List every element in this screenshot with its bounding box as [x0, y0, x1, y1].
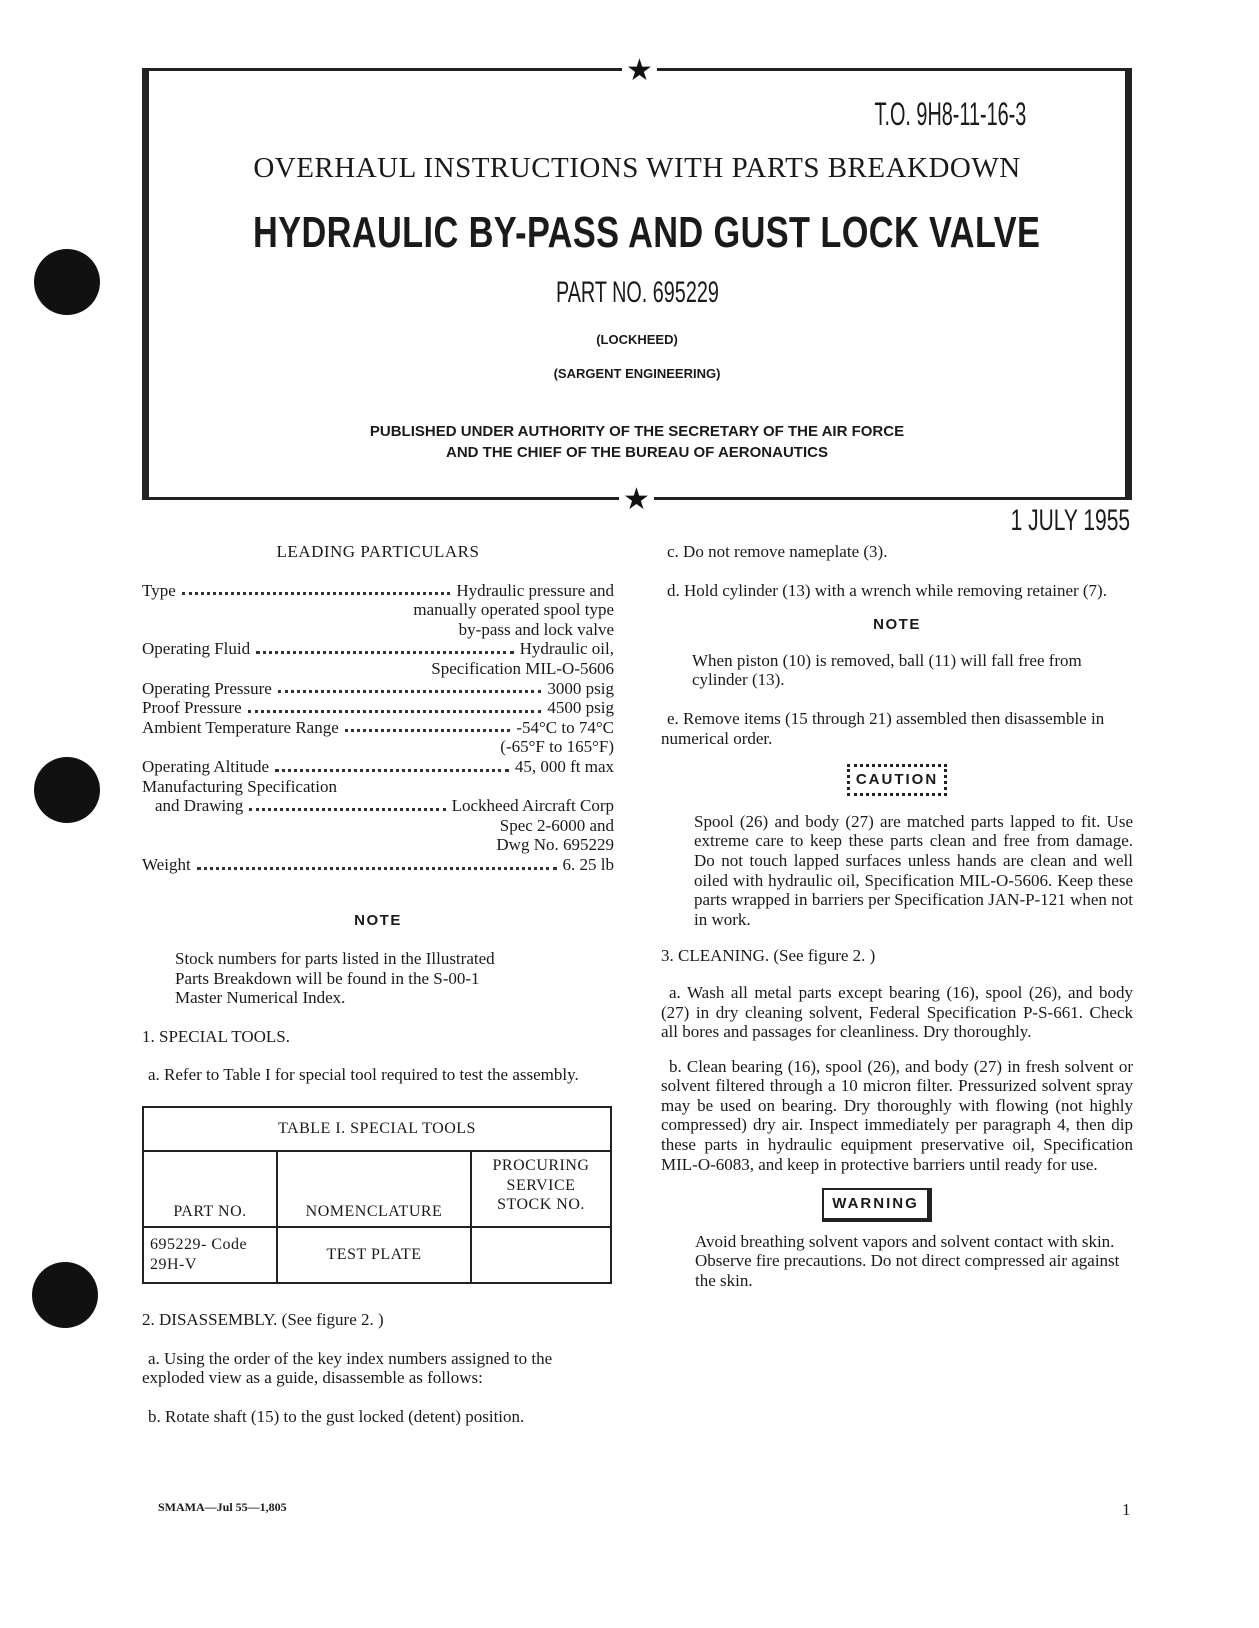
- publication-date-text: 1 JULY 1955: [1010, 504, 1130, 537]
- technical-order-number: [800, 96, 1100, 133]
- note-heading: NOTE: [354, 911, 402, 929]
- manufacturer-sargent: (SARGENT ENGINEERING): [553, 366, 721, 381]
- warning-text: Avoid breathing solvent vapors and solvent contact with skin. Observe fire precautions. Do not direct compressed air against the skin.: [695, 1231, 1120, 1291]
- step-c: c. Do not remove nameplate (3).: [667, 542, 888, 561]
- technical-order-number-text: T.O. 9H8-11-16-3: [874, 96, 1026, 132]
- particular-item: [142, 581, 614, 640]
- dot-leader: [197, 867, 557, 870]
- note-line: Master Numerical Index.: [175, 988, 346, 1008]
- particular-value-continued: (-65°F to 165°F): [500, 737, 614, 757]
- particular-item: [142, 757, 614, 777]
- particular-label: Operating Fluid: [142, 639, 251, 659]
- particular-value-continued: Dwg No. 695229: [496, 835, 614, 855]
- particular-value: Hydraulic oil,: [519, 639, 614, 659]
- document-title-text: HYDRAULIC BY-PASS AND GUST LOCK VALVE: [253, 208, 1041, 257]
- table-cell-nomenclature: TEST PLATE: [277, 1227, 471, 1283]
- document-title: [142, 208, 1132, 258]
- table-cell-stock-no: [471, 1227, 611, 1283]
- section-1a: a. Refer to Table I for special tool required to test the assembly.: [148, 1065, 579, 1085]
- particular-value: 4500 psig: [547, 698, 614, 718]
- particular-value: Hydraulic pressure and: [456, 580, 614, 600]
- table-header-nomenclature: NOMENCLATURE: [277, 1151, 471, 1227]
- table-header-stock-no: PROCURING SERVICE STOCK NO.: [471, 1151, 611, 1227]
- binder-hole-middle: [34, 757, 100, 823]
- particular-label: Manufacturing Specification: [142, 776, 337, 796]
- part-number-text: PART NO. 695229: [555, 276, 719, 309]
- particular-item: [142, 777, 614, 855]
- right-column: [661, 542, 1133, 1291]
- particular-value: Lockheed Aircraft Corp: [451, 796, 614, 816]
- caution-text: Spool (26) and body (27) are matched parts lapped to fit. Use extreme care to keep these parts clean and free from damage. Do not touch lapped surfaces unless hands are clean and well oiled with hydraulic oil, Specification MIL-O-5606. Keep these parts wrapped in barriers per Specification JAN-P-121 when not in work.: [694, 811, 1133, 929]
- particular-label: and Drawing: [155, 796, 244, 816]
- particular-row: [142, 757, 614, 777]
- star-icon-top: ★: [622, 56, 657, 86]
- note-line: Parts Breakdown will be found in the S-00-1: [175, 968, 480, 988]
- particular-label: Type: [142, 580, 176, 600]
- particular-value: 45, 000 ft max: [514, 756, 614, 776]
- dot-leader: [275, 769, 509, 772]
- document-subtitle: OVERHAUL INSTRUCTIONS WITH PARTS BREAKDOWN: [253, 152, 1021, 184]
- section-1-heading: 1. SPECIAL TOOLS.: [142, 1026, 290, 1046]
- particular-item: [142, 855, 614, 875]
- dot-leader: [182, 592, 451, 595]
- step-e: e. Remove items (15 through 21) assembled then disassemble in numerical order.: [661, 708, 1105, 748]
- section-2-heading: 2. DISASSEMBLY. (See figure 2. ): [142, 1310, 384, 1330]
- particular-row: [142, 698, 614, 718]
- dot-leader: [248, 710, 542, 713]
- particular-label: Operating Altitude: [142, 756, 270, 776]
- dot-leader: [278, 690, 542, 693]
- page-number: 1: [1122, 1500, 1131, 1519]
- table-header-part-no: PART NO.: [143, 1151, 277, 1227]
- particular-item: [142, 679, 614, 699]
- particular-label: Proof Pressure: [142, 698, 242, 718]
- note-text: [142, 949, 614, 1008]
- caution-box: [661, 764, 1133, 796]
- leading-particulars-list: [142, 581, 614, 875]
- dot-leader: [345, 729, 511, 732]
- manufacturer-lockheed: (LOCKHEED): [596, 332, 678, 347]
- left-column: [142, 542, 614, 1426]
- particular-row: [142, 639, 614, 659]
- particular-row: [142, 718, 614, 738]
- warning-box: [621, 1188, 1133, 1222]
- star-icon-bottom: ★: [619, 485, 654, 515]
- caution-label: CAUTION: [847, 764, 947, 796]
- particular-item: [142, 639, 614, 678]
- particular-item: [142, 718, 614, 757]
- authority-line-1: PUBLISHED UNDER AUTHORITY OF THE SECRETARY OF THE AIR FORCE: [369, 423, 905, 440]
- authority-line-2: AND THE CHIEF OF THE BUREAU OF AERONAUTICS: [446, 444, 828, 461]
- printing-imprint: SMAMA—Jul 55—1,805: [158, 1500, 287, 1514]
- leading-particulars-heading: LEADING PARTICULARS: [276, 542, 480, 561]
- particular-value-continued: Specification MIL-O-5606: [431, 658, 614, 678]
- section-3-heading: 3. CLEANING. (See figure 2. ): [661, 946, 876, 966]
- table-title: TABLE I. SPECIAL TOOLS: [143, 1107, 611, 1151]
- publication-date: [960, 504, 1180, 538]
- note-line: Stock numbers for parts listed in the Illustrated: [175, 949, 495, 969]
- section-2a: a. Using the order of the key index numbers assigned to the exploded view as a guide, disassemble as follows:: [142, 1348, 553, 1388]
- particular-row: [142, 679, 614, 699]
- particular-row: [142, 581, 614, 601]
- particular-value-continued: by-pass and lock valve: [458, 619, 614, 639]
- particular-label: Operating Pressure: [142, 678, 272, 698]
- note-heading: NOTE: [873, 616, 921, 634]
- part-number: [142, 276, 1132, 310]
- particular-value-continued: manually operated spool type: [413, 600, 614, 620]
- note-text: When piston (10) is removed, ball (11) will fall free from cylinder (13).: [692, 650, 1082, 690]
- particular-value: -54°C to 74°C: [516, 717, 614, 737]
- warning-label: WARNING: [822, 1188, 932, 1222]
- dot-leader: [249, 808, 445, 811]
- table-cell-part-no: 695229- Code 29H-V: [143, 1227, 277, 1283]
- particular-label: Weight: [142, 854, 191, 874]
- binder-hole-bottom: [32, 1262, 98, 1328]
- section-3b: b. Clean bearing (16), spool (26), and body (27) in fresh solvent or solvent filtered through a 10 micron filter. Pressurized solvent spray may be used on bearing. Dry thoroughly with flowing (not highly compressed) dry air. Inspect immediately per paragraph 4, then dip these parts in hydraulic equipment preservative oil, Specification MIL-O-6083, and keep in protective barriers until ready for use.: [661, 1056, 1133, 1174]
- particular-value-continued: Spec 2-6000 and: [499, 815, 614, 835]
- particular-value: 6. 25 lb: [562, 854, 614, 874]
- step-d: d. Hold cylinder (13) with a wrench while removing retainer (7).: [667, 580, 1107, 600]
- particular-value: 3000 psig: [547, 678, 614, 698]
- special-tools-table: [142, 1106, 612, 1284]
- dot-leader: [256, 651, 513, 654]
- particular-row: [142, 796, 614, 816]
- section-2b: b. Rotate shaft (15) to the gust locked (detent) position.: [148, 1406, 525, 1426]
- section-3a: a. Wash all metal parts except bearing (16), spool (26), and body (27) in dry cleaning solvent, Federal Specification P-S-661. Check all bores and passages for cleanliness. Dry thoroughly.: [661, 982, 1133, 1042]
- particular-label: Ambient Temperature Range: [142, 717, 339, 737]
- particular-row: [142, 855, 614, 875]
- table-row: [143, 1227, 611, 1283]
- particular-item: [142, 698, 614, 718]
- binder-hole-top: [34, 249, 100, 315]
